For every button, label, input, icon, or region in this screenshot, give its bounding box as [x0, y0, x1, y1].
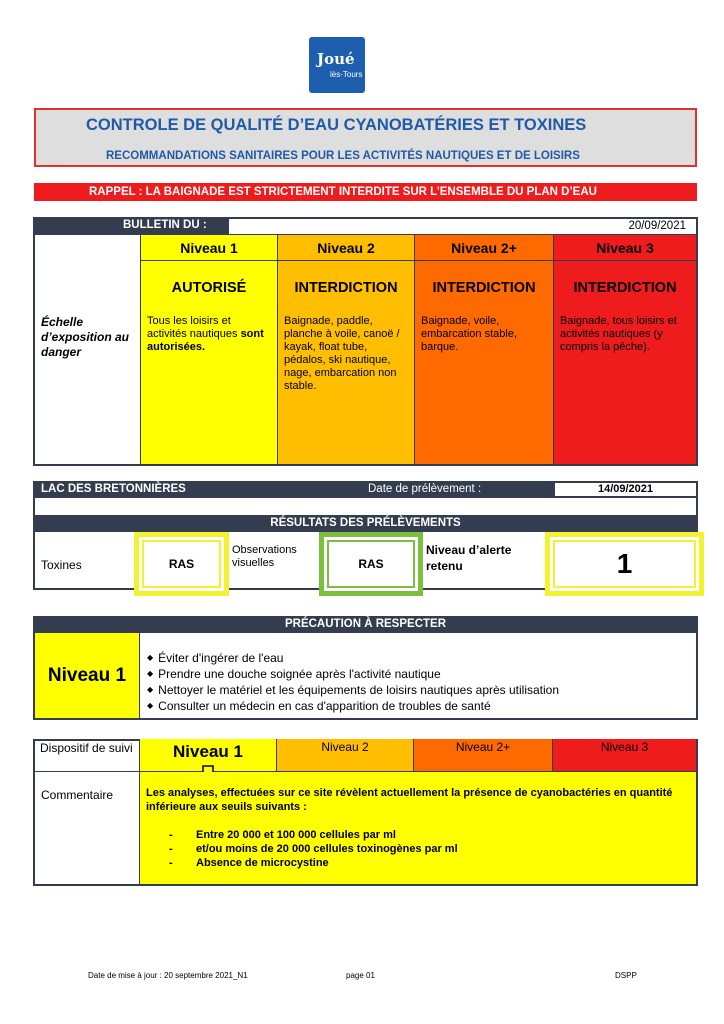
dispositif-level-2: Niveau 2: [277, 739, 414, 772]
toxines-value: RAS: [142, 540, 221, 588]
logo-sub: lès-Tours: [330, 70, 363, 79]
document-subtitle: RECOMMANDATIONS SANITAIRES POUR LES ACTIVITÉS NAUTIQUES ET DE LOISIRS: [106, 150, 580, 162]
level-status: INTERDICTION: [294, 280, 398, 296]
precaution-header: PRÉCAUTION À RESPECTER: [33, 616, 698, 633]
level-name: Niveau 1: [141, 235, 277, 261]
exposure-scale-label: Échelle d’exposition au danger: [41, 315, 130, 359]
toxines-label: Toxines: [41, 558, 82, 572]
list-item: ◆ Consulter un médecin en cas d'apparition de troubles de santé: [147, 698, 559, 714]
lake-name: LAC DES BRETONNIÈRES: [41, 483, 186, 495]
comment-intro: Les analyses, effectuées sur ce site révèlent actuellement la présence de cyanobactéries en quantité inférieure aux seuils suivants :: [146, 787, 673, 813]
sample-date-label: Date de prélèvement :: [368, 483, 482, 495]
level-description: Baignade, voile, embarcation stable, barque.: [421, 315, 517, 353]
level-1-column: [140, 235, 277, 464]
observations-label: Observations visuelles: [232, 544, 297, 569]
bulletin-date: 20/09/2021: [229, 219, 696, 234]
list-item: - et/ou moins de 20 000 cellules toxinogènes par ml: [171, 842, 690, 856]
comment-label: Commentaire: [35, 772, 140, 884]
alert-level-value: 1: [553, 540, 696, 588]
list-item: ◆ Prendre une douche soignée après l'activité nautique: [147, 666, 559, 682]
level-status: INTERDICTION: [432, 280, 536, 296]
rappel-banner: RAPPEL : LA BAIGNADE EST STRICTEMENT INTERDITE SUR L’ENSEMBLE DU PLAN D’EAU: [34, 183, 697, 201]
footer-service: DSPP: [615, 971, 637, 980]
dispositif-level-1: Niveau 1: [140, 739, 277, 772]
level-status: AUTORISÉ: [171, 280, 247, 296]
level-name: Niveau 2: [278, 235, 414, 261]
logo-brand: Joué: [317, 50, 355, 68]
observations-value: RAS: [327, 540, 415, 588]
alert-level-label: Niveau d’alerte retenu: [426, 543, 512, 573]
level-description: Baignade, paddle, planche à voile, canoë / kayak, float tube, pédalos, ski nautique, nage, embarcation non stable.: [284, 315, 400, 392]
level-2plus-column: [414, 235, 553, 464]
list-item: - Absence de microcystine: [171, 856, 690, 870]
footer-page-number: page 01: [346, 971, 375, 980]
level-3-column: [553, 235, 696, 464]
comment-list: [146, 828, 690, 870]
document-title: CONTROLE DE QUALITÉ D’EAU CYANOBATÉRIES ET TOXINES: [86, 116, 587, 134]
list-item: ◆ Éviter d'ingérer de l'eau: [147, 650, 559, 666]
sample-date: 14/09/2021: [555, 483, 696, 496]
level-name: Niveau 3: [554, 235, 696, 261]
dispositif-level-3: Niveau 3: [553, 739, 696, 772]
bulletin-label: BULLETIN DU :: [123, 219, 207, 231]
comment-body: [140, 772, 696, 884]
level-2-column: [277, 235, 414, 464]
dispositif-level-2plus: Niveau 2+: [414, 739, 553, 772]
level-description: Tous les loisirs et activités nautiques sont autorisées.: [147, 315, 264, 353]
precaution-list: [147, 650, 559, 714]
results-header: RÉSULTATS DES PRÉLÈVEMENTS: [33, 515, 698, 532]
toxines-result-box: [134, 532, 229, 596]
precaution-level: Niveau 1: [35, 633, 140, 718]
level-description: Baignade, tous loisirs et activités nautiques (y compris la pêche).: [560, 315, 677, 353]
city-logo: [309, 37, 365, 93]
footer-update-date: Date de mise à jour : 20 septembre 2021_N1: [88, 971, 248, 980]
level-name: Niveau 2+: [415, 235, 553, 261]
list-item: ◆ Nettoyer le matériel et les équipements de loisirs nautiques après utilisation: [147, 682, 559, 698]
document-header: [34, 108, 697, 167]
list-item: - Entre 20 000 et 100 000 cellules par ml: [171, 828, 690, 842]
alert-level-box: [545, 532, 704, 596]
observations-result-box: [319, 532, 423, 596]
dispositif-label: Dispositif de suivi: [35, 739, 140, 772]
level-status: INTERDICTION: [573, 280, 677, 296]
lake-spacer-row: [33, 498, 698, 515]
